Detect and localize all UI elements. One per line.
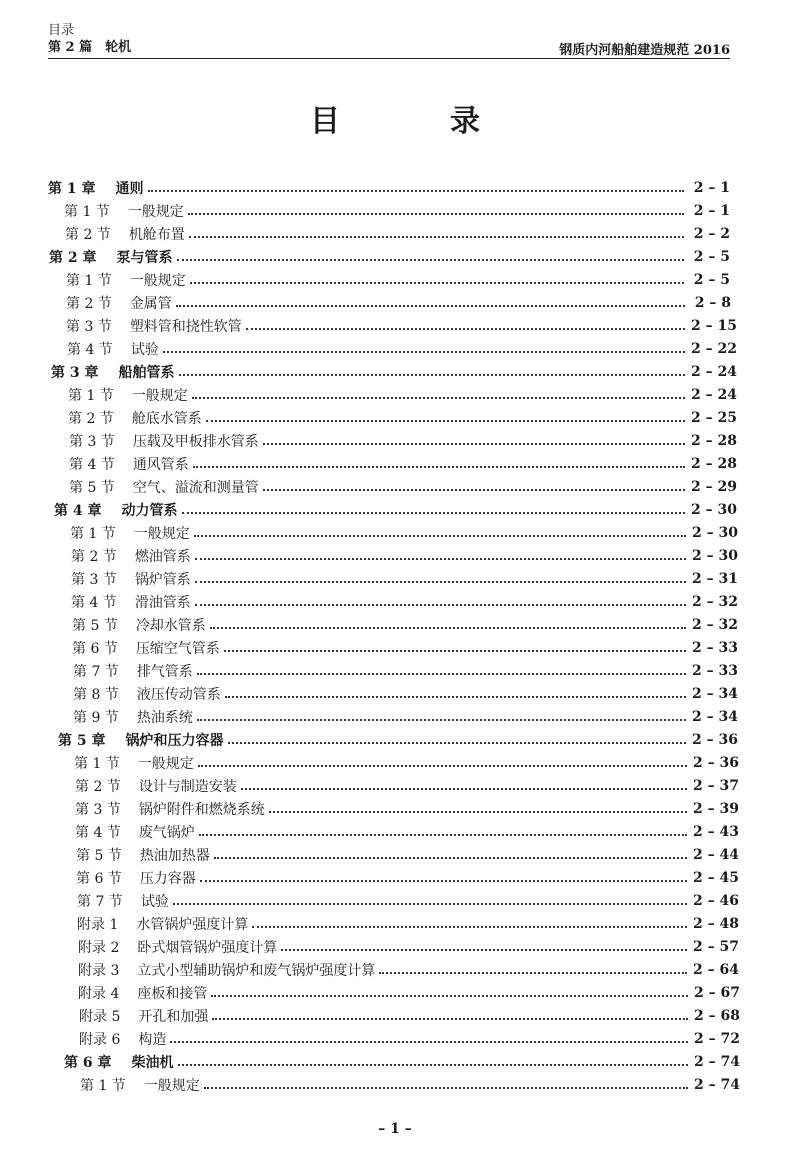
- toc-entry-page: 2 – 15: [691, 317, 737, 334]
- toc-entry-number: 第 3 章: [51, 364, 99, 381]
- toc-entry-number: 第 3 节: [75, 801, 121, 818]
- toc-entry-title: 废气锅炉: [138, 824, 195, 841]
- toc-leader-dots: [241, 788, 687, 790]
- toc-entry-label: [69, 431, 263, 451]
- toc-entry-label: [75, 822, 199, 842]
- toc-entry-page: 2 – 1: [693, 179, 730, 196]
- toc-entry-number: 第 3 节: [69, 433, 115, 450]
- toc-entry-title: 热油系统: [136, 709, 193, 726]
- header-contents-label: 目录: [48, 23, 75, 38]
- toc-entry-title: 试验: [130, 341, 159, 358]
- toc-entry-number: 附录 4: [78, 985, 120, 1002]
- toc-section-entry: [0, 613, 790, 636]
- toc-entry-label: [73, 684, 225, 704]
- toc-entry-label: [58, 730, 228, 750]
- toc-section-entry: [0, 199, 790, 222]
- toc-leader-dots: [194, 535, 686, 537]
- toc-entry-title: 一般规定: [127, 203, 184, 220]
- toc-section-entry: [0, 659, 790, 682]
- toc-leader-dots: [189, 236, 684, 238]
- toc-leader-dots: [188, 213, 684, 215]
- toc-entry-number: 第 1 节: [68, 387, 114, 404]
- toc-leader-dots: [246, 328, 685, 330]
- toc-section-entry: [0, 958, 790, 981]
- toc-section-entry: [0, 866, 790, 889]
- toc-entry-title: 卧式烟管锅炉强度计算: [137, 939, 278, 956]
- toc-section-entry: [0, 337, 790, 360]
- toc-entry-number: 第 1 节: [80, 1077, 126, 1094]
- toc-entry-page: 2 – 32: [692, 593, 738, 610]
- toc-entry-page: 2 – 22: [691, 340, 737, 357]
- toc-entry-page: 2 – 72: [694, 1030, 740, 1047]
- toc-section-entry: [0, 981, 790, 1004]
- toc-entry-number: 第 6 节: [72, 640, 118, 657]
- toc-entry-page: 2 – 5: [693, 248, 730, 265]
- toc-entry-number: 第 7 节: [77, 893, 123, 910]
- toc-entry-number: 第 2 节: [66, 295, 112, 312]
- toc-entry-number: 附录 5: [79, 1008, 121, 1025]
- toc-entry-title: 机舱布置: [128, 226, 185, 243]
- toc-entry-page: 2 – 8: [694, 294, 731, 311]
- toc-entry-page: 2 – 25: [691, 409, 737, 426]
- toc-section-entry: [0, 590, 790, 613]
- toc-entry-number: 第 3 节: [71, 571, 117, 588]
- toc-leader-dots: [170, 1041, 688, 1043]
- toc-leader-dots: [199, 834, 687, 836]
- toc-entry-page: 2 – 36: [692, 731, 738, 748]
- toc-leader-dots: [198, 765, 687, 767]
- toc-leader-dots: [148, 190, 685, 192]
- toc-section-entry: [0, 1027, 790, 1050]
- toc-entry-title: 构造: [138, 1031, 167, 1048]
- toc-entry-title: 一般规定: [137, 755, 194, 772]
- toc-section-entry: [0, 383, 790, 406]
- toc-entry-number: 第 2 章: [49, 249, 97, 266]
- toc-entry-label: [69, 477, 263, 497]
- toc-entry-title: 船舶管系: [118, 364, 175, 381]
- toc-entry-label: [71, 592, 195, 612]
- toc-entry-page: 2 – 48: [693, 915, 739, 932]
- toc-leader-dots: [197, 719, 686, 721]
- toc-leader-dots: [263, 443, 685, 445]
- toc-chapter-entry: [0, 360, 790, 383]
- toc-section-entry: [0, 889, 790, 912]
- page-number: – 1 –: [378, 1121, 412, 1137]
- toc-entry-page: 2 – 2: [693, 225, 730, 242]
- toc-entry-page: 2 – 28: [691, 432, 737, 449]
- toc-entry-title: 通则: [115, 180, 144, 197]
- toc-entry-number: 第 2 节: [75, 778, 121, 795]
- toc-entry-number: 第 1 章: [48, 180, 96, 197]
- toc-entry-label: [78, 937, 281, 957]
- toc-section-entry: [0, 1004, 790, 1027]
- toc-leader-dots: [210, 627, 686, 629]
- toc-entry-number: 第 2 节: [71, 548, 117, 565]
- toc-entry-title: 水管锅炉强度计算: [136, 916, 249, 933]
- toc-leader-dots: [379, 972, 687, 974]
- toc-entry-number: 第 4 节: [67, 341, 113, 358]
- toc-entry-title: 一般规定: [133, 525, 190, 542]
- toc-leader-dots: [263, 489, 685, 491]
- toc-leader-dots: [224, 650, 686, 652]
- toc-leader-dots: [211, 995, 688, 997]
- toc-leader-dots: [195, 558, 686, 560]
- toc-entry-title: 通风管系: [132, 456, 189, 473]
- toc-entry-page: 2 – 45: [693, 869, 739, 886]
- toc-section-entry: [0, 222, 790, 245]
- toc-section-entry: [0, 268, 790, 291]
- toc-entry-label: [77, 891, 173, 911]
- toc-entry-title: 座板和接管: [137, 985, 208, 1002]
- toc-leader-dots: [192, 397, 685, 399]
- toc-entry-title: 柴油机: [131, 1054, 174, 1071]
- toc-leader-dots: [176, 305, 685, 307]
- toc-entry-label: [68, 408, 206, 428]
- toc-entry-label: [65, 224, 189, 244]
- toc-section-entry: [0, 1073, 790, 1096]
- toc-leader-dots: [225, 696, 686, 698]
- toc-chapter-entry: [0, 498, 790, 521]
- toc-entry-label: [66, 293, 176, 313]
- toc-entry-label: [78, 983, 211, 1003]
- toc-entry-label: [54, 500, 182, 520]
- toc-entry-number: 第 1 节: [70, 525, 116, 542]
- toc-entry-title: 泵与管系: [116, 249, 173, 266]
- toc-section-entry: [0, 636, 790, 659]
- toc-entry-title: 锅炉管系: [134, 571, 191, 588]
- toc-chapter-entry: [0, 728, 790, 751]
- toc-entry-number: 第 4 节: [75, 824, 121, 841]
- toc-entry-number: 附录 3: [78, 962, 120, 979]
- toc-section-entry: [0, 429, 790, 452]
- toc-entry-number: 第 6 节: [76, 870, 122, 887]
- toc-entry-title: 开孔和加强: [138, 1008, 209, 1025]
- toc-entry-page: 2 – 67: [694, 984, 740, 1001]
- toc-entry-number: 第 2 节: [65, 226, 111, 243]
- toc-entry-title: 压载及甲板排水管系: [132, 433, 259, 450]
- toc-leader-dots: [252, 926, 687, 928]
- toc-entry-label: [71, 569, 195, 589]
- toc-entry-number: 第 4 章: [54, 502, 102, 519]
- toc-section-entry: [0, 452, 790, 475]
- toc-section-entry: [0, 912, 790, 935]
- toc-entry-label: [64, 1052, 178, 1072]
- toc-leader-dots: [206, 420, 685, 422]
- toc-leader-dots: [179, 374, 686, 376]
- toc-entry-number: 第 7 节: [73, 663, 119, 680]
- header-part-label: 第 2 篇 轮机: [48, 40, 132, 55]
- toc-chapter-entry: [0, 1050, 790, 1073]
- toc-entry-page: 2 – 39: [693, 800, 739, 817]
- toc-entry-title: 舱底水管系: [131, 410, 202, 427]
- toc-leader-dots: [182, 512, 686, 514]
- toc-entry-title: 热油加热器: [139, 847, 210, 864]
- toc-entry-label: [66, 270, 190, 290]
- toc-section-entry: [0, 820, 790, 843]
- toc-entry-number: 第 8 节: [73, 686, 119, 703]
- toc-entry-label: [74, 753, 198, 773]
- toc-chapter-entry: [0, 176, 790, 199]
- toc-section-entry: [0, 774, 790, 797]
- toc-leader-dots: [197, 673, 686, 675]
- toc-entry-label: [72, 615, 210, 635]
- toc-entry-label: [76, 868, 200, 888]
- toc-entry-number: 第 4 节: [71, 594, 117, 611]
- running-header-left: [48, 22, 131, 56]
- toc-entry-title: 锅炉附件和燃烧系统: [138, 801, 265, 818]
- toc-entry-label: [64, 201, 188, 221]
- toc-section-entry: [0, 797, 790, 820]
- toc-entry-number: 第 1 节: [66, 272, 112, 289]
- toc-leader-dots: [193, 466, 685, 468]
- toc-entry-page: 2 – 30: [692, 547, 738, 564]
- toc-entry-number: 第 5 章: [58, 732, 106, 749]
- toc-entry-label: [67, 339, 163, 359]
- toc-entry-label: [71, 546, 195, 566]
- toc-entry-number: 第 1 节: [74, 755, 120, 772]
- toc-leader-dots: [204, 1087, 688, 1089]
- toc-entry-page: 2 – 29: [691, 478, 737, 495]
- toc-entry-number: 第 5 节: [69, 479, 115, 496]
- toc-section-entry: [0, 843, 790, 866]
- toc-entry-page: 2 – 46: [693, 892, 739, 909]
- toc-entry-number: 第 1 节: [64, 203, 110, 220]
- toc-entry-page: 2 – 31: [692, 570, 738, 587]
- toc-leader-dots: [269, 811, 687, 813]
- toc-entry-label: [48, 178, 148, 198]
- toc-section-entry: [0, 406, 790, 429]
- toc-entry-page: 2 – 5: [693, 271, 730, 288]
- toc-entry-label: [68, 385, 192, 405]
- toc-leader-dots: [177, 259, 685, 261]
- toc-entry-title: 动力管系: [121, 502, 178, 519]
- toc-entry-number: 附录 6: [79, 1031, 121, 1048]
- toc-section-entry: [0, 935, 790, 958]
- toc-leader-dots: [173, 903, 687, 905]
- toc-entry-label: [66, 316, 246, 336]
- toc-entry-page: 2 – 33: [692, 639, 738, 656]
- toc-entry-page: 2 – 30: [691, 501, 737, 518]
- table-of-contents: [0, 176, 790, 1096]
- toc-leader-dots: [214, 857, 687, 859]
- toc-section-entry: [0, 567, 790, 590]
- toc-entry-label: [73, 707, 197, 727]
- toc-entry-title: 排气管系: [136, 663, 193, 680]
- toc-entry-title: 液压传动管系: [136, 686, 221, 703]
- toc-leader-dots: [228, 742, 687, 744]
- toc-leader-dots: [190, 282, 684, 284]
- toc-leader-dots: [163, 351, 685, 353]
- toc-entry-number: 第 3 节: [66, 318, 112, 335]
- toc-entry-number: 第 5 节: [76, 847, 122, 864]
- toc-leader-dots: [281, 949, 687, 951]
- toc-section-entry: [0, 475, 790, 498]
- toc-entry-page: 2 – 24: [691, 363, 737, 380]
- toc-section-entry: [0, 521, 790, 544]
- page-title: 目 录: [310, 104, 520, 139]
- toc-entry-page: 2 – 1: [693, 202, 730, 219]
- toc-section-entry: [0, 544, 790, 567]
- toc-entry-title: 设计与制造安装: [138, 778, 237, 795]
- header-book-title: 钢质内河船舶建造规范 2016: [559, 43, 730, 58]
- toc-entry-page: 2 – 43: [693, 823, 739, 840]
- toc-entry-page: 2 – 74: [694, 1053, 740, 1070]
- toc-entry-title: 压力容器: [139, 870, 196, 887]
- toc-chapter-entry: [0, 245, 790, 268]
- toc-entry-title: 塑料管和挠性软管: [129, 318, 242, 335]
- toc-entry-title: 一般规定: [131, 387, 188, 404]
- toc-leader-dots: [200, 880, 687, 882]
- toc-entry-title: 一般规定: [143, 1077, 200, 1094]
- toc-entry-page: 2 – 34: [692, 685, 738, 702]
- toc-entry-label: [76, 845, 214, 865]
- toc-entry-label: [49, 247, 177, 267]
- toc-entry-label: [78, 960, 379, 980]
- toc-entry-title: 空气、溢流和测量管: [132, 479, 259, 496]
- toc-entry-title: 冷却水管系: [135, 617, 206, 634]
- toc-entry-number: 第 5 节: [72, 617, 118, 634]
- toc-entry-number: 附录 2: [78, 939, 120, 956]
- toc-entry-number: 附录 1: [77, 916, 119, 933]
- toc-entry-page: 2 – 68: [694, 1007, 740, 1024]
- toc-entry-number: 第 4 节: [69, 456, 115, 473]
- toc-entry-page: 2 – 44: [693, 846, 739, 863]
- toc-entry-label: [79, 1029, 170, 1049]
- toc-entry-label: [51, 362, 179, 382]
- toc-entry-title: 试验: [140, 893, 169, 910]
- toc-entry-page: 2 – 30: [692, 524, 738, 541]
- toc-entry-label: [73, 661, 197, 681]
- toc-entry-page: 2 – 33: [692, 662, 738, 679]
- toc-entry-page: 2 – 28: [691, 455, 737, 472]
- toc-entry-title: 燃油管系: [134, 548, 191, 565]
- toc-leader-dots: [178, 1064, 689, 1066]
- toc-leader-dots: [212, 1018, 688, 1020]
- toc-entry-label: [77, 914, 252, 934]
- toc-section-entry: [0, 705, 790, 728]
- toc-entry-page: 2 – 24: [691, 386, 737, 403]
- toc-entry-title: 滑油管系: [134, 594, 191, 611]
- toc-entry-label: [75, 799, 269, 819]
- toc-entry-title: 压缩空气管系: [135, 640, 220, 657]
- toc-section-entry: [0, 682, 790, 705]
- toc-entry-page: 2 – 34: [692, 708, 738, 725]
- toc-entry-label: [70, 523, 194, 543]
- toc-entry-page: 2 – 74: [694, 1076, 740, 1093]
- toc-entry-title: 锅炉和压力容器: [125, 732, 224, 749]
- toc-entry-label: [72, 638, 224, 658]
- toc-entry-page: 2 – 37: [693, 777, 739, 794]
- toc-entry-number: 第 2 节: [68, 410, 114, 427]
- toc-entry-number: 第 9 节: [73, 709, 119, 726]
- toc-entry-title: 金属管: [129, 295, 172, 312]
- toc-section-entry: [0, 314, 790, 337]
- toc-entry-page: 2 – 32: [692, 616, 738, 633]
- toc-leader-dots: [195, 604, 686, 606]
- toc-entry-label: [69, 454, 193, 474]
- toc-entry-label: [75, 776, 241, 796]
- toc-entry-page: 2 – 64: [693, 961, 739, 978]
- toc-entry-title: 一般规定: [129, 272, 186, 289]
- toc-entry-title: 立式小型辅助锅炉和废气锅炉强度计算: [137, 962, 376, 979]
- toc-leader-dots: [195, 581, 686, 583]
- toc-section-entry: [0, 291, 790, 314]
- toc-entry-label: [80, 1075, 204, 1095]
- header-divider: [48, 58, 730, 59]
- toc-entry-page: 2 – 36: [693, 754, 739, 771]
- toc-entry-number: 第 6 章: [64, 1054, 112, 1071]
- toc-entry-label: [79, 1006, 212, 1026]
- toc-entry-page: 2 – 57: [693, 938, 739, 955]
- toc-section-entry: [0, 751, 790, 774]
